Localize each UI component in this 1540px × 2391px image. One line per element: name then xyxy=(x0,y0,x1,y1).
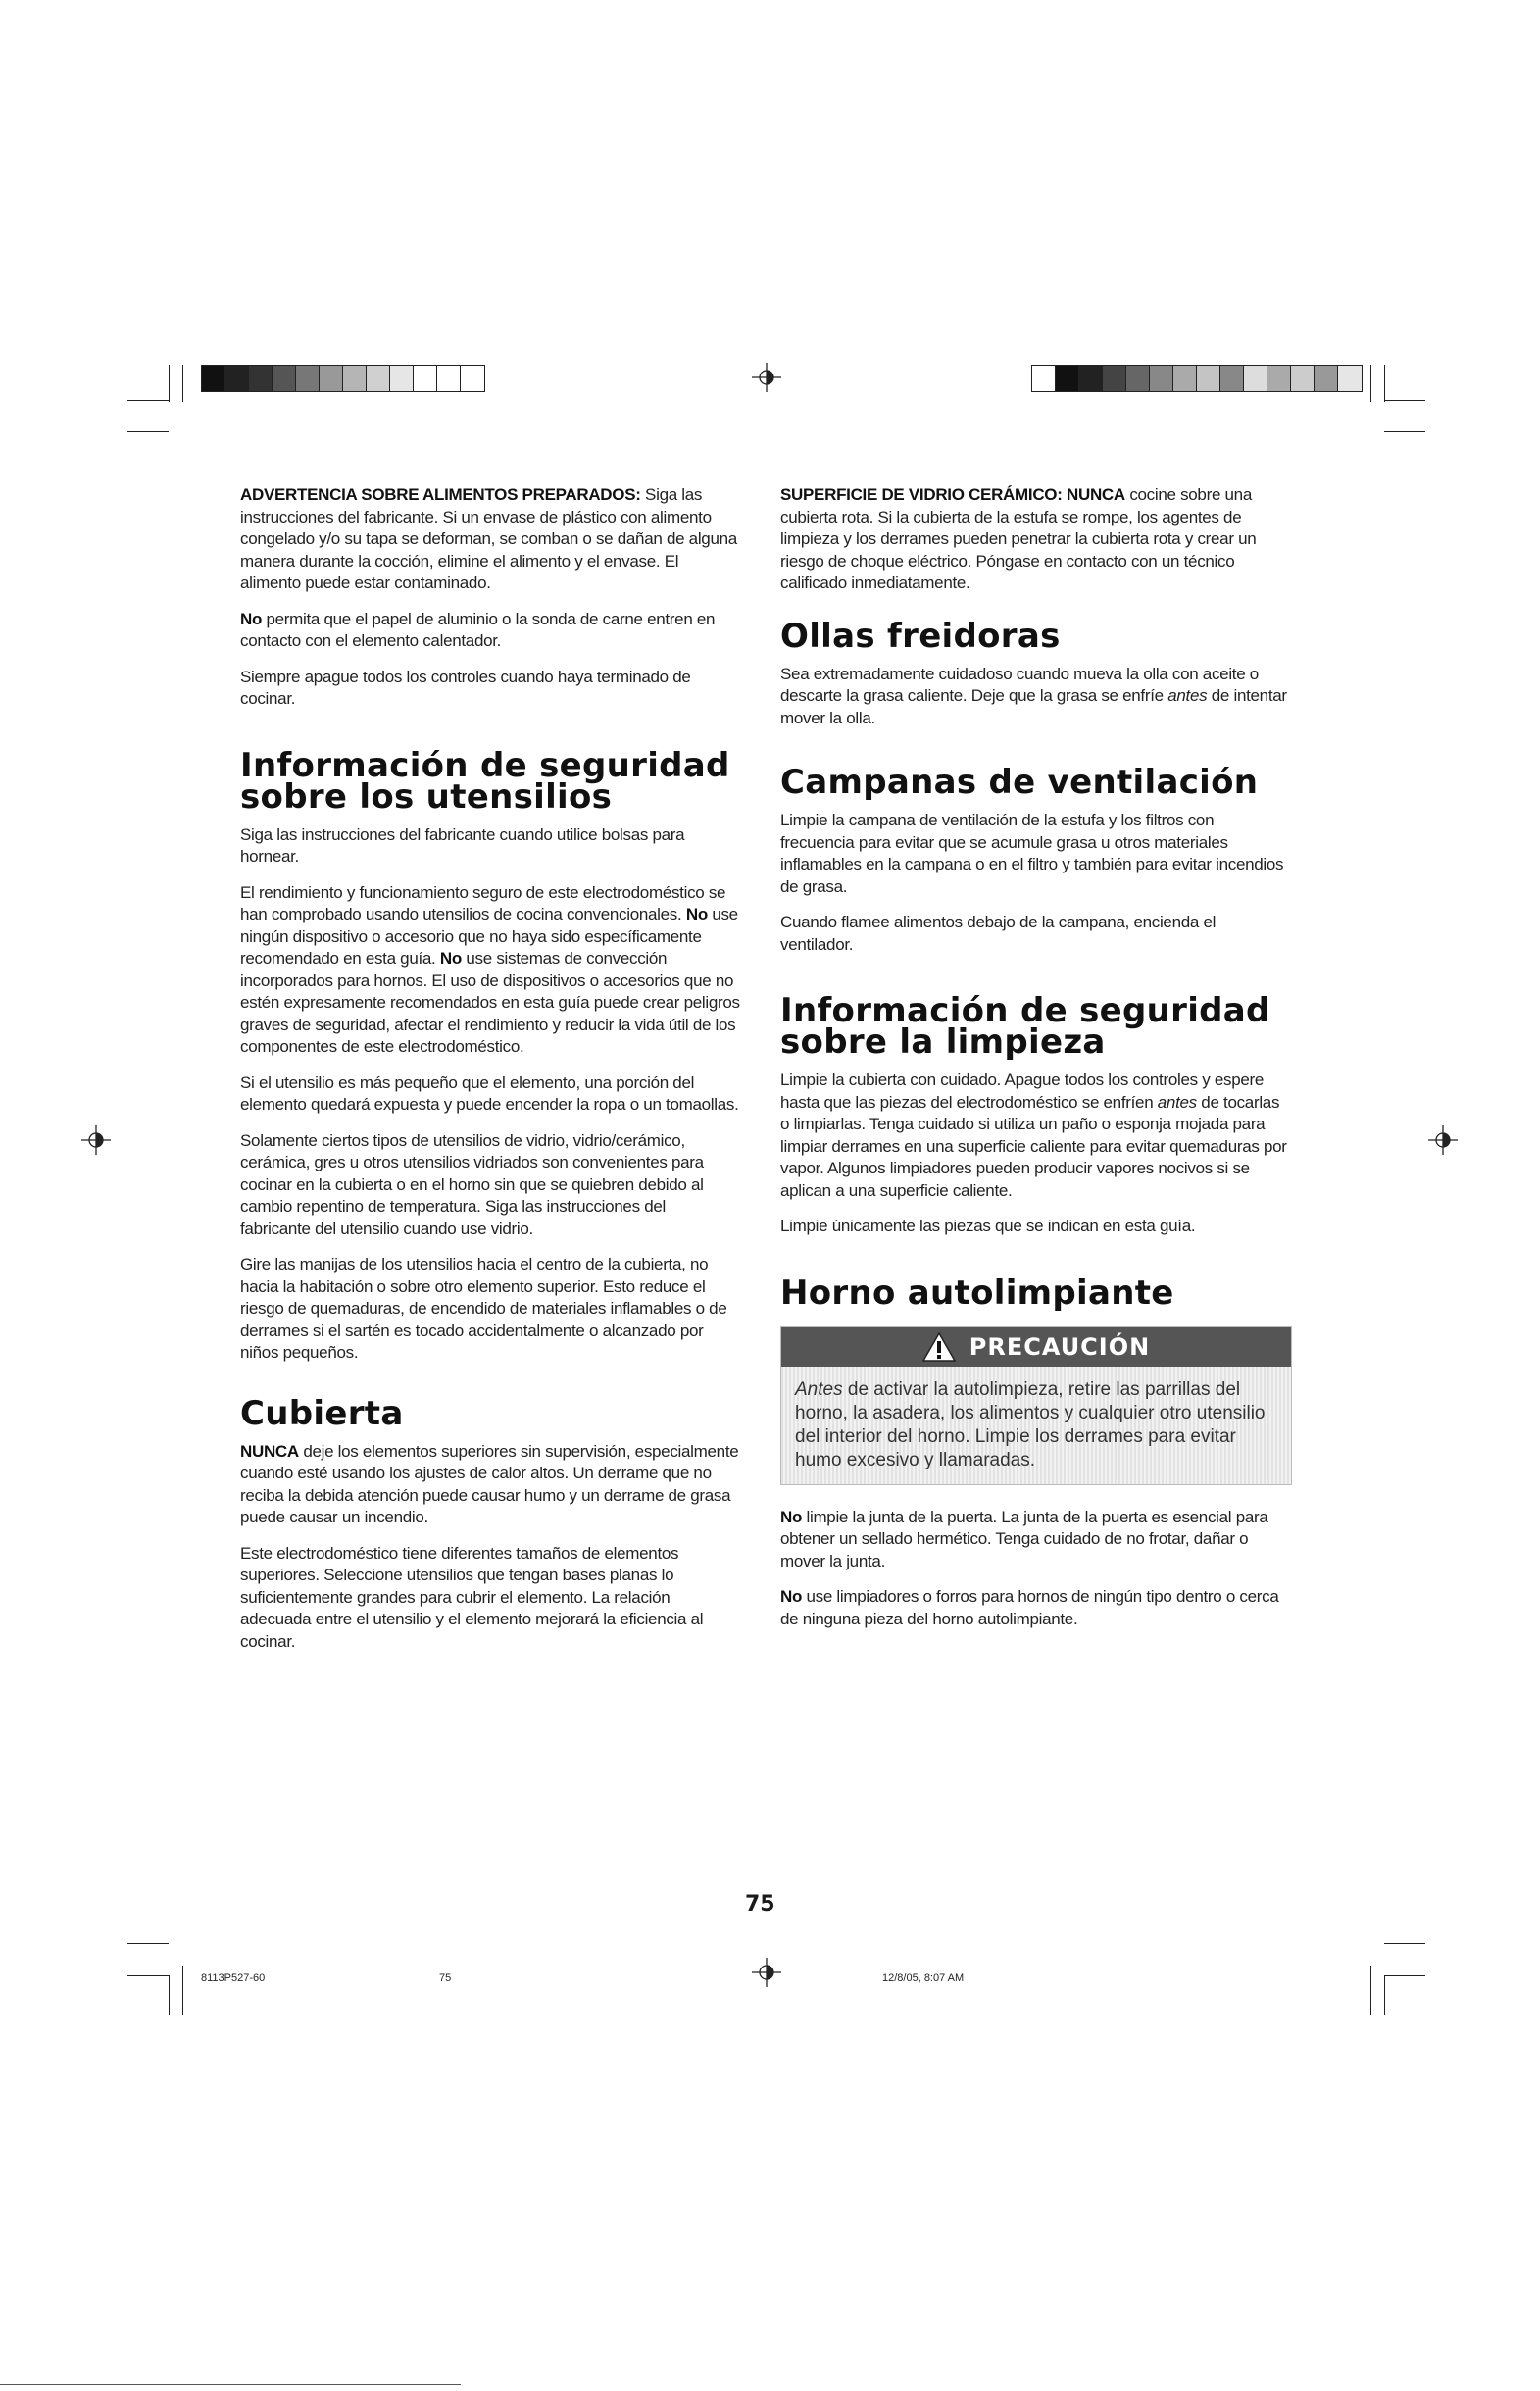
utensilios-paragraph: Siga las instrucciones del fabricante cuando utilice bolsas para hornear. xyxy=(240,824,685,866)
campanas-heading: Campanas de ventilación xyxy=(780,763,1259,802)
limpieza-heading: Información de seguridad sobre la limpieza xyxy=(780,991,1270,1062)
color-bar-right xyxy=(1031,365,1363,392)
caution-box xyxy=(780,1326,1292,1485)
cubierta-heading: Cubierta xyxy=(240,1393,404,1433)
caution-text: Antes de activar la autolimpieza, retire las parrillas del horno, la asadera, los alimentos y cualquier otro utensilio del interior del horno. Limpie los derrames para evitar humo excesivo y llamaradas. xyxy=(781,1367,1291,1484)
caution-title: PRECAUCIÓN xyxy=(969,1332,1151,1361)
page-number: 75 xyxy=(745,1892,775,1917)
utensilios-heading: Información de seguridad sobre los utensilios xyxy=(240,745,730,817)
registration-mark-icon xyxy=(752,363,781,392)
utensilios-paragraph: Si el utensilio es más pequeño que el elemento, una porción del elemento quedará expuesta y puede encender la ropa o un tomaollas. xyxy=(240,1072,739,1114)
advertencia-paragraph: ADVERTENCIA SOBRE ALIMENTOS PREPARADOS: Siga las instrucciones del fabricante. Si un envase de plástico con alimento congelado y/o su tapa se deforman, se comban o se dañan de alguna manera durante la cocción, elimine el alimento y el envase. El alimento puede estar contaminado. xyxy=(240,485,737,592)
horno-paragraph: No use limpiadores o forros para hornos de ningún tipo dentro o cerca de ninguna pieza del horno autolimpiante. xyxy=(780,1587,1279,1628)
warning-triangle-icon xyxy=(922,1332,956,1362)
utensilios-paragraph: Gire las manijas de los utensilios hacia el centro de la cubierta, no hacia la habitación o sobre otro elemento superior. Esto reduce el riesgo de quemaduras, de encendido de materiales inflamables o de derrames si el sartén es tocado accidentalmente o alcanzado por niños pequeños. xyxy=(240,1255,727,1362)
caution-title-bar xyxy=(781,1327,1291,1367)
bottom-rule xyxy=(0,2384,461,2385)
ollas-heading: Ollas freidoras xyxy=(780,616,1061,656)
cubierta-paragraph: Este electrodoméstico tiene diferentes tamaños de elementos superiores. Seleccione utensilios que tengan bases planas lo suficientemente grandes para cubrir el elemento. La relación adecuada entre el utensilio y el elemento mejorará la eficiencia al cocinar. xyxy=(240,1543,704,1651)
color-bar-left xyxy=(201,365,485,392)
registration-mark-icon xyxy=(752,1958,781,1987)
cubierta-paragraph: NUNCA deje los elementos superiores sin supervisión, especialmente cuando esté usando los ajustes de calor altos. Un derrame que no reciba la debida atención puede causar humo y un derrame de grasa puede causar un incendio. xyxy=(240,1441,739,1526)
slug-page: 75 xyxy=(439,1972,452,1984)
registration-mark-icon xyxy=(81,1125,111,1155)
slug-code: 8113P527-60 xyxy=(201,1972,266,1984)
campanas-paragraph: Cuando flamee alimentos debajo de la campana, encienda el ventilador. xyxy=(780,913,1217,954)
no-papel-paragraph: No permita que el papel de aluminio o la sonda de carne entren en contacto con el elemento calentador. xyxy=(240,609,716,650)
siempre-apague-paragraph: Siempre apague todos los controles cuando haya terminado de cocinar. xyxy=(240,667,691,708)
horno-paragraph: No limpie la junta de la puerta. La junta de la puerta es esencial para obtener un sellado hermético. Tenga cuidado de no frotar, dañar o mover la junta. xyxy=(780,1507,1268,1570)
limpieza-paragraph: Limpie únicamente las piezas que se indican en esta guía. xyxy=(780,1217,1196,1235)
registration-mark-icon xyxy=(1428,1125,1458,1155)
campanas-paragraph: Limpie la campana de ventilación de la estufa y los filtros con frecuencia para evitar que se acumule grasa u otros materiales inflamables en la campana o en el filtro y también para evitar incendios de grasa. xyxy=(780,811,1284,896)
limpieza-paragraph: Limpie la cubierta con cuidado. Apague todos los controles y espere hasta que las piezas del electrodoméstico se enfríen antes de tocarlas o limpiarlas. Tenga cuidado si utiliza un paño o esponja mojada para limpiar derrames en una superficie caliente para evitar quemaduras por vapor. Algunos limpiadores pueden producir vapores nocivos si se aplican a una superficie caliente. xyxy=(780,1071,1287,1200)
utensilios-paragraph: Solamente ciertos tipos de utensilios de vidrio, vidrio/cerámico, cerámica, gres u otros utensilios vidriados son convenientes para cocinar en la cubierta o en el horno sin que se quiebren debido al cambio repentino de temperatura. Siga las instrucciones del fabricante del utensilio cuando use vidrio. xyxy=(240,1130,704,1238)
left-column xyxy=(240,484,740,1667)
utensilios-paragraph: El rendimiento y funcionamiento seguro de este electrodoméstico se han comprobado usando utensilios de cocina convencionales. No use ningún dispositivo o accesorio que no haya sido específicamente recomendado en esta guía. No use sistemas de convección incorporados para hornos. El uso de dispositivos o accesorios que no estén expresamente recomendados en esta guía puede crear peligros graves de seguridad, afectar el rendimiento y reducir la vida útil de los componentes de este electrodoméstico. xyxy=(240,882,740,1056)
right-column xyxy=(780,484,1290,1644)
slug-date: 12/8/05, 8:07 AM xyxy=(882,1972,965,1984)
horno-heading: Horno autolimpiante xyxy=(780,1272,1174,1313)
vidrio-ceramico-paragraph: SUPERFICIE DE VIDRIO CERÁMICO: NUNCA cocine sobre una cubierta rota. Si la cubierta de la estufa se rompe, los agentes de limpieza y los derrames pueden penetrar la cubierta rota y crear un riesgo de choque eléctrico. Póngase en contacto con un técnico calificado inmediatamente. xyxy=(780,485,1257,592)
ollas-paragraph: Sea extremadamente cuidadoso cuando mueva la olla con aceite o descarte la grasa caliente. Deje que la grasa se enfríe antes de intentar mover la olla. xyxy=(780,664,1287,727)
